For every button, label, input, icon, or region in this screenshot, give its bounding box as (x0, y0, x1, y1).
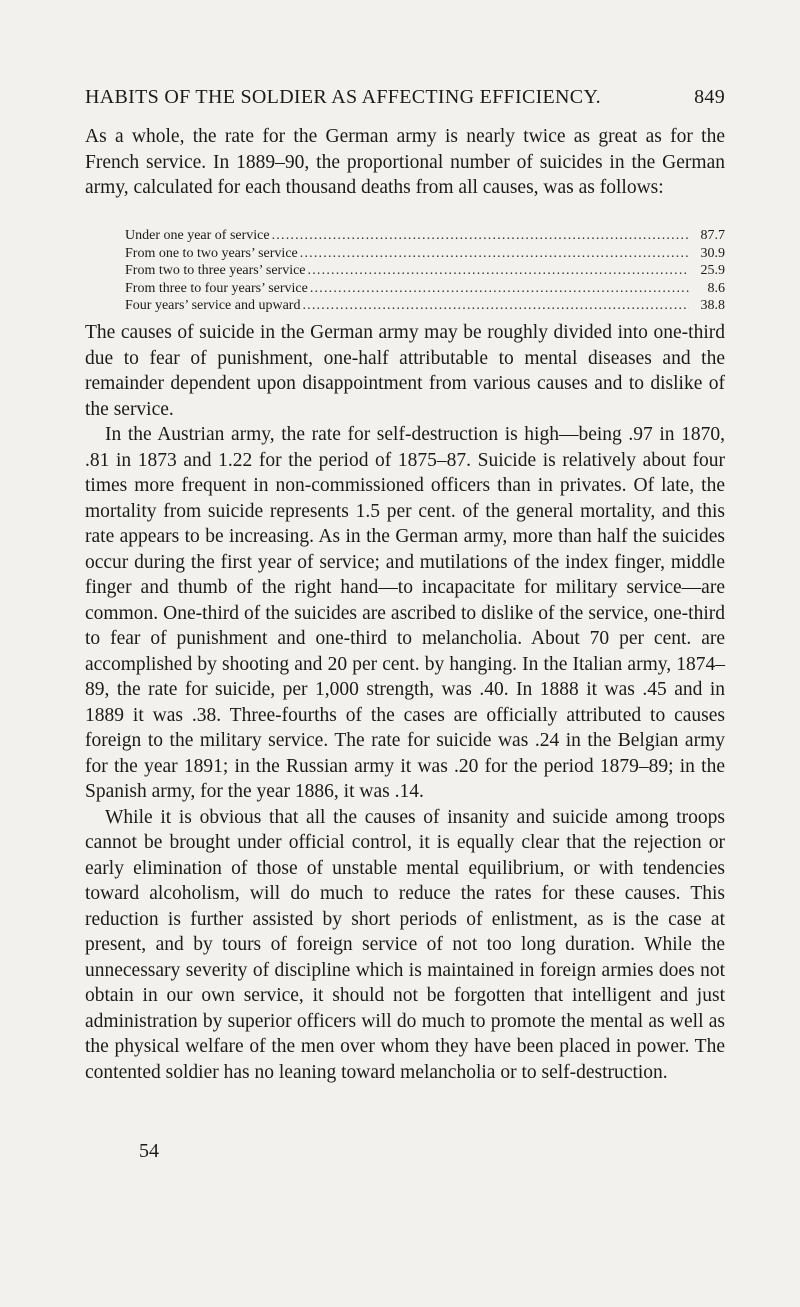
page-number: 849 (694, 86, 725, 108)
table-row (125, 227, 725, 245)
signature-mark: 54 (139, 1140, 159, 1162)
table-row (125, 297, 725, 315)
row-value: 87.7 (700, 228, 725, 243)
intro-paragraph: As a whole, the rate for the German army is nearly twice as great as for the French service. In 1889–90, the proportional number of suicides in the German army, calculated for each thousand deaths from all causes, was as follows: (85, 126, 725, 198)
row-label: Under one year of service (125, 228, 270, 243)
row-value: 30.9 (700, 245, 725, 261)
leader-dots (300, 245, 689, 263)
paragraph-austrian-army: In the Austrian army, the rate for self-destruction is high—being .97 in 1870, .81 in 1873 and 1.22 for the period of 1875–87. Suicide is relatively about four times more frequent in non-commissioned officers than in privates. Of late, the mortality from suicide represents 1.5 per cent. of the general mortality, and this rate appears to be increasing. As in the German army, more than half the suicides occur during the first year of service; and mutilations of the index finger, middle finger and thumb of the right hand—to incapacitate for military service—are common. One-third of the suicides are ascribed to dislike of the service, one-third to fear of punishment and one-third to melancholia. About 70 per cent. are accomplished by shooting and 20 per cent. by hanging. In the Italian army, 1874–89, the rate for suicide, per 1,000 strength, was .40. In 1888 it was .45 and in 1889 it was .38. Three-fourths of the cases are officially attributed to causes foreign to the military service. The rate for suicide was .24 in the Belgian army for the year 1891; in the Russian army it was .20 for the period 1879–89; in the Spanish army, for the year 1886, it was .14. (85, 424, 725, 802)
leader-dots (310, 280, 689, 298)
row-value: 8.6 (707, 280, 725, 296)
leader-dots (302, 297, 689, 315)
body-text (85, 320, 725, 1085)
row-label: From one to two years’ service (125, 245, 298, 261)
row-label: From two to three years’ service (125, 263, 306, 278)
row-value: 25.9 (700, 263, 725, 278)
suicide-rate-table (125, 227, 725, 315)
leader-dots (308, 262, 689, 280)
row-value: 38.8 (700, 298, 725, 313)
running-title: HABITS OF THE SOLDIER AS AFFECTING EFFICIENCY. (85, 86, 601, 108)
paragraph-conclusion: While it is obvious that all the causes of insanity and suicide among troops cannot be brought under official control, it is equally clear that the rejection or early elimination of those of unstable mental equilibrium, or with tendencies toward alcoholism, will do much to reduce the rates for these causes. This reduction is further assisted by short periods of enlistment, as is the case at present, and by tours of foreign service of not too long duration. While the unnecessary severity of discipline which is maintained in foreign armies does not obtain in our own service, it should not be forgotten that intelligent and just administration by superior officers will do much to promote the mental as well as the physical welfare of the men over whom they have been placed in power. The contented soldier has no leaning toward melancholia or to self-destruction. (85, 806, 725, 1083)
table-row (125, 245, 725, 263)
table-row (125, 262, 725, 280)
row-label: From three to four years’ service (125, 280, 308, 296)
table-row (125, 280, 725, 298)
leader-dots (272, 227, 689, 245)
paragraph-german-causes: The causes of suicide in the German army may be roughly divided into one-third due to fear of punishment, one-half attributable to mental diseases and the remainder dependent upon disappointment from various causes and to dislike of the service. (85, 322, 725, 420)
row-label: Four years’ service and upward (125, 298, 301, 313)
